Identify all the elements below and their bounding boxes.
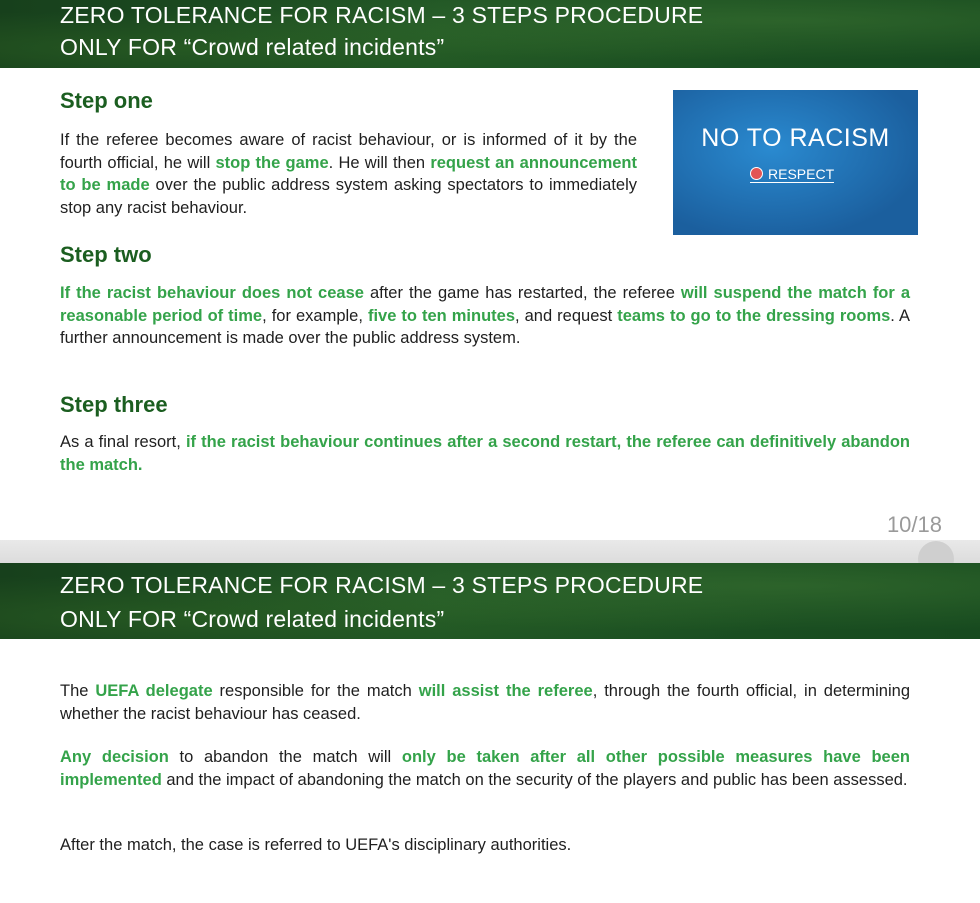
respect-logo [750,166,834,183]
text-run: , for example, [262,306,368,325]
respect-text: RESPECT [768,166,835,182]
step-one-text [60,129,637,219]
no-to-racism-title: NO TO RACISM [701,124,890,152]
banner-subtitle: ONLY FOR “Crowd related incidents” [60,606,445,632]
text-run: responsible for the match [212,682,419,700]
highlight-run: request an announcement to be made [60,153,638,194]
step-two-text [60,282,910,350]
text-run: after the game has restarted, the referee [363,284,681,302]
uefa-delegate-text [60,680,910,725]
text-run: to abandon the match will [168,748,402,766]
highlight-run: if the racist behaviour continues after a second restart, the referee can definitively abandon the match. [60,433,910,474]
decision-text [60,746,910,791]
slide-banner [0,0,980,68]
text-run: over the public address system asking spectators to immediately stop any racist behaviour. [60,176,637,217]
after-match-text: After the match, the case is referred to UEFA's disciplinary authorities. [60,836,572,854]
step-three-heading: Step three [60,392,168,417]
step-three-text [60,431,910,476]
page-number: 10/18 [886,512,942,537]
no-to-racism-image [673,90,918,235]
slide-banner [0,563,980,639]
step-one-heading: Step one [60,88,153,113]
highlight-run: If the racist behaviour does not cease [60,284,364,302]
text-run: , through the fourth official, in determining whether the racist behaviour has ceased. [60,682,911,723]
text-run: The [60,682,96,700]
text-run: As a final resort, [60,433,186,451]
highlight-run: five to ten minutes [367,306,516,325]
highlight-run: Any decision [60,748,169,766]
step-two-heading: Step two [60,242,152,267]
football-icon [750,167,763,180]
highlight-run: teams to go to the dressing rooms [617,306,891,325]
slide-separator [0,540,980,563]
highlight-run: only be taken after all other possible measures have been implemented [60,748,910,789]
banner-subtitle: ONLY FOR “Crowd related incidents” [60,34,445,60]
text-run: , and request [515,306,618,325]
highlight-run: UEFA delegate [95,682,213,700]
text-run: . He will then [328,153,431,172]
highlight-run: stop the game [215,153,329,172]
slide-11 [0,563,980,903]
text-run: and the impact of abandoning the match on the security of the players and public has been assessed. [161,770,908,789]
text-run: . A further announcement is made over the public address system. [60,306,910,347]
banner-title: ZERO TOLERANCE FOR RACISM – 3 STEPS PROCEDURE [60,572,704,598]
highlight-run: will assist the referee [418,682,593,700]
banner-title: ZERO TOLERANCE FOR RACISM – 3 STEPS PROCEDURE [60,2,704,28]
highlight-run: will suspend the match for a reasonable period of time [60,284,911,325]
text-run: If the referee becomes aware of racist behaviour, or is informed of it by the fourth official, he will [60,131,637,172]
